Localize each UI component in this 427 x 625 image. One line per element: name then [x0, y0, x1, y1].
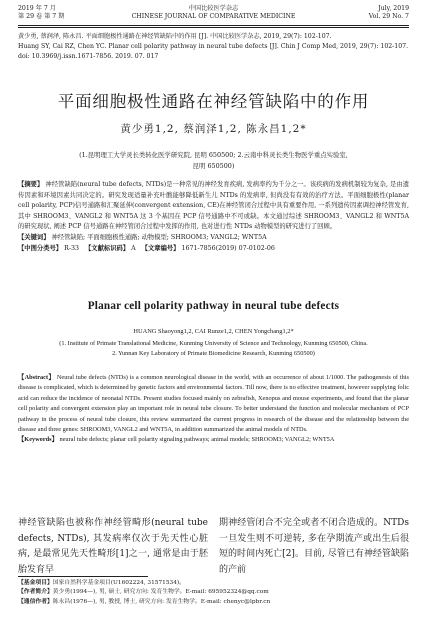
footnote-correspondence	[18, 598, 409, 607]
affiliation-cn-line: (1.昆明理工大学灵长类转化医学研究院, 昆明 650500; 2.云南中科灵长类生物医学重点实验室,	[79, 151, 348, 159]
keywords-cn	[18, 233, 409, 244]
header-rule-thin	[18, 27, 409, 28]
affiliation-cn-line: 昆明 650500)	[192, 162, 235, 170]
citation-doi: doi: 10.3969/j.issn.1671-7856. 2019. 07. 017	[18, 53, 159, 60]
citation-block	[18, 32, 409, 62]
header-rule-thick	[18, 25, 409, 26]
abstract-cn-label: 【摘要】	[18, 181, 44, 188]
footnote-rule	[18, 576, 148, 577]
abstract-en-block	[18, 373, 409, 446]
header-right	[369, 5, 409, 21]
header-volume-en: Vol. 29 No. 7	[368, 13, 409, 20]
article-title-en: Planar cell polarity pathway in neural tube defects	[87, 300, 340, 312]
footnote-text: 陈永昌(1976—), 男, 教授, 博士, 研究方向: 发育生物学。E-mail: chenyc@lpbr.cn	[52, 598, 271, 605]
article-title-cn: 平面细胞极性通路在神经管缺陷中的作用	[57, 92, 370, 111]
keywords-en-text: neural tube defects; planar cell polarity signaling pathways; animal models; SHROOM3; VANGL2; WNT5A	[59, 436, 335, 444]
footnote-text: 黄少勇(1994—), 男, 硕士, 研究方向: 发育生物学。E-mail: 695952324@qq.com	[52, 589, 269, 596]
footnote-label: 【作者简介】	[18, 589, 53, 596]
keywords-cn-text: 神经管缺陷; 平面细胞极性通路; 动物模型; SHROOM3; VANGL2; WNT5A	[51, 233, 267, 241]
keywords-cn-label: 【关键词】	[18, 233, 50, 241]
affiliation-en-line: (1. Institute of Primate Translational Medicine, Kunming University of Science and Technology, Kunming 650500, China.	[59, 340, 368, 347]
header-center	[18, 5, 409, 21]
abstract-cn-block	[18, 180, 409, 254]
citation-cn: 黄少勇, 蔡润泽, 陈永昌. 平面细胞极性通路在神经管缺陷中的作用 [J]. 中国比较医学杂志, 2019, 29(7): 102-107.	[18, 33, 332, 40]
article-no-value: 1671-7856(2019) 07-0102-06	[181, 244, 275, 252]
authors-cn: 黄少勇1,2, 蔡润泽1,2, 陈永昌1,2*	[120, 123, 307, 135]
footnotes	[18, 579, 409, 607]
abstract-cn	[18, 180, 409, 233]
header-date-en: July, 2019	[378, 5, 409, 12]
footnote-author	[18, 588, 409, 597]
header-volume: 第 29 卷 第 7 期	[18, 13, 65, 20]
citation-en: Huang SY, Cai RZ, Chen YC. Planar cell polarity pathway in neural tube defects [J]. Chin J Comp Med, 2019, 29(7): 102-107.	[18, 43, 409, 50]
footnote-label: 【通信作者】	[18, 598, 53, 605]
clc-label: 【中图分类号】	[18, 244, 63, 252]
footnote-funding	[18, 579, 409, 588]
abstract-cn-text: 神经管缺陷(neural tube defects, NTDs)是一种常见的神经发育疾病, 发病率约为千分之一。该疾病的发病机制较为复杂, 是由遗传因素和环境因素共同决定的。研究发现适量补充叶酸能够降低新生儿 NTDs 的发病率, 但尚没有有效的治疗方法。平面细胞极性(planar cell polarity, PCP)信号通路和汇聚延伸(convergent extension, CE)在神经管闭合过程中具有重要作用, 一系列遗传因素调控神经管发育, 其中 SHROOM3、VANGL2 和 WNT5A 这 3 个基因在 PCP 信号通路中不可或缺。本文通过综述 SHROOM3、VANGL2 和 WNT5A 的研究现状, 阐述 PCP 信号通路在神经管闭合过程中发挥的作用, 也对进行性 NTDs 动物模型的研究进行了回顾。	[18, 181, 409, 231]
doc-code-value: A	[131, 244, 136, 252]
keywords-en-label: 【Keywords】	[18, 436, 58, 444]
clc-value: R-33	[64, 244, 79, 252]
authors-en: HUANG Shaoyong1,2, CAI Runze1,2, CHEN Yongchang1,2*	[133, 328, 294, 335]
body-column-right: 期神经管闭合不完全或者不闭合造成的。NTDs 一旦发生则不可逆转, 多在孕期流产或出生后很短的时间内死亡[2]。目前, 尽管已有神经管缺陷的产前	[219, 518, 409, 575]
article-no-label: 【文章编号】	[141, 244, 180, 252]
keywords-en	[18, 435, 409, 445]
header-date: 2019 年 7 月	[18, 5, 56, 12]
footnote-label: 【基金项目】	[18, 580, 53, 586]
affiliations-cn	[40, 150, 387, 172]
doc-code-label: 【文献标识码】	[85, 244, 130, 252]
affiliation-en-line: 2. Yunnan Key Laboratory of Primate Biomedicine Research, Kunming 650500)	[112, 350, 315, 357]
abstract-en-label: 【Abstract】	[18, 374, 55, 381]
body-column-left: 神经管缺陷也被称作神经管畸形(neural tube defects, NTDs), 其发病率仅次于先天性心脏病, 是最常见先天性畸形[1]之一, 通常是由于胚胎发育早	[18, 518, 208, 575]
classification-cn	[18, 244, 409, 255]
abstract-en-text: Neural tube defects (NTDs) is a common neurological disease in the world, with an occurrence of about 1/1000. The pathogenesis of this disease is complicated, which is determined by genetic factors and environmental factors. Till now, there is no effective treatment, however supplying folic acid can reduce the incidence of neonatal NTDs. Present studies focused mainly on zebrafish, Xenopus and mouse experiments, and found that the planar cell polarity and convergent extension play an important role in neural tube closure. To better understand the function and molecular mechanism of PCP pathway in the process of neural tube closure, this review summarized the current progress in research of the disease and the relationship between the disease and three genes: SHROOM3, VANGL2 and WNT5A, in addition summarized the animal models of NTDs.	[18, 374, 409, 434]
footnote-text: 国家自然科学基金项目(U1602224, 31571534)。	[52, 580, 185, 586]
journal-name-cn: 中国比较医学杂志	[188, 5, 239, 12]
abstract-en	[18, 373, 409, 435]
journal-name-en: CHINESE JOURNAL OF COMPARATIVE MEDICINE	[131, 13, 296, 20]
affiliations-en	[30, 339, 397, 359]
